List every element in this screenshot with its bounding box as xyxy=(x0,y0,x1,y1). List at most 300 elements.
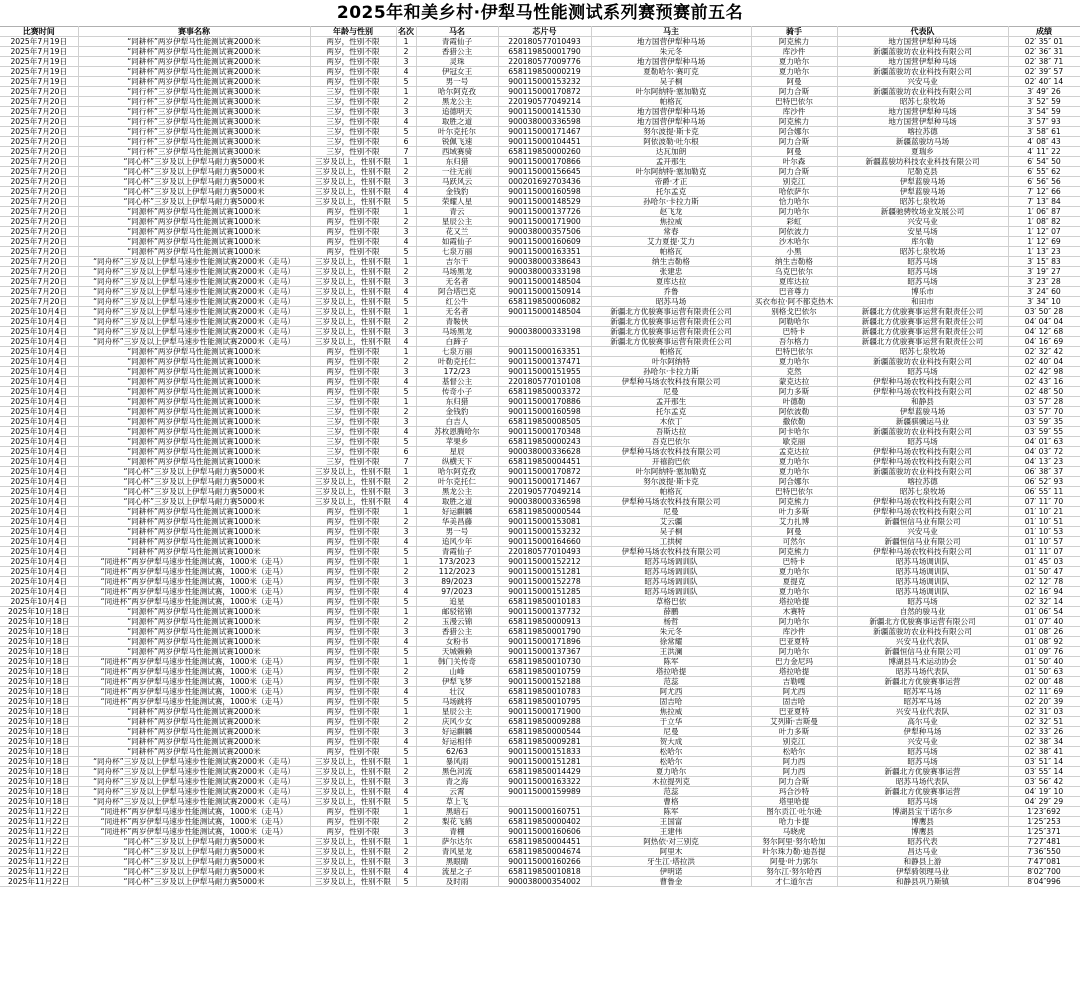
result-cell[interactable]: 1′ 12″ 69 xyxy=(1008,237,1080,247)
event-cell[interactable]: “同源杯”两岁伊犁马性能测试赛1000米 xyxy=(78,207,310,217)
chip-cell[interactable]: 900115000148504 xyxy=(498,277,591,287)
event-cell[interactable]: “同行杯”三岁伊犁马性能测试赛3000米 xyxy=(78,147,310,157)
team-cell[interactable]: 高尔马业 xyxy=(837,717,1008,727)
owner-cell[interactable]: 木拉提列克 xyxy=(591,777,751,787)
rider-cell[interactable]: 玛合沙特 xyxy=(751,787,837,797)
rider-cell[interactable]: 努尔江·努尔哈西 xyxy=(751,867,837,877)
rider-cell[interactable]: 沙木哈尔 xyxy=(751,237,837,247)
rider-cell[interactable]: 阿曼·叶力郭尔 xyxy=(751,857,837,867)
event-cell[interactable]: “同进杯”两岁伊犁马速步性能测试赛，1000米（走马） xyxy=(78,807,310,817)
rider-cell[interactable]: 巴特卡 xyxy=(751,327,837,337)
event-cell[interactable]: “同耕杯”两岁伊犁马性能测试赛1000米 xyxy=(78,547,310,557)
age-gender-cell[interactable]: 两岁，性别不限 xyxy=(310,617,396,627)
rank-cell[interactable]: 3 xyxy=(396,277,416,287)
owner-cell[interactable]: 纳生吉勒格 xyxy=(591,257,751,267)
horse-name-cell[interactable]: 好运麒麟 xyxy=(416,507,498,517)
rider-cell[interactable]: 阿合娜尔 xyxy=(751,127,837,137)
rider-cell[interactable]: 歇克丽 xyxy=(751,437,837,447)
rank-cell[interactable]: 4 xyxy=(396,67,416,77)
chip-cell[interactable] xyxy=(498,797,591,807)
result-cell[interactable]: 04′ 19″ 10 xyxy=(1008,787,1080,797)
date-cell[interactable]: 2025年10月18日 xyxy=(0,727,78,737)
result-cell[interactable]: 06′ 38″ 37 xyxy=(1008,467,1080,477)
event-cell[interactable]: “同源杯”两岁伊犁马性能测试赛1000米 xyxy=(78,237,310,247)
rider-cell[interactable]: 阿勒哈尔 xyxy=(751,317,837,327)
result-cell[interactable]: 06′ 55″ 11 xyxy=(1008,487,1080,497)
event-cell[interactable]: “同行杯”三岁伊犁马性能测试赛3000米 xyxy=(78,97,310,107)
rank-cell[interactable]: 4 xyxy=(396,737,416,747)
horse-name-cell[interactable]: 青霞仙子 xyxy=(416,37,498,47)
event-cell[interactable]: “同心杯”三岁及以上伊犁马耐力赛5000米 xyxy=(78,487,310,497)
horse-name-cell[interactable]: 马场黑龙 xyxy=(416,267,498,277)
chip-cell[interactable]: 220180577010108 xyxy=(498,377,591,387)
horse-name-cell[interactable]: 山峰 xyxy=(416,667,498,677)
date-cell[interactable]: 2025年10月18日 xyxy=(0,707,78,717)
date-cell[interactable]: 2025年10月18日 xyxy=(0,657,78,667)
owner-cell[interactable]: 松哈尔 xyxy=(591,747,751,757)
result-cell[interactable]: 04′ 16″ 69 xyxy=(1008,337,1080,347)
owner-cell[interactable]: 地方国营伊犁种马场 xyxy=(591,117,751,127)
owner-cell[interactable]: 叶尔阿纳特 xyxy=(591,357,751,367)
rider-cell[interactable]: 叶尔珠力勒·迪吾提 xyxy=(751,847,837,857)
team-cell[interactable]: 伊犁种马场农牧科技有限公司 xyxy=(837,387,1008,397)
team-cell[interactable]: 新疆骐骥运马业 xyxy=(837,417,1008,427)
age-gender-cell[interactable]: 两岁，性别不限 xyxy=(310,677,396,687)
age-gender-cell[interactable]: 两岁，性别不限 xyxy=(310,227,396,237)
rider-cell[interactable]: 巴特巴依尔 xyxy=(751,97,837,107)
horse-name-cell[interactable]: 马跃风云 xyxy=(416,177,498,187)
team-cell[interactable]: 新疆北方优骏赛事运营有限责任公司 xyxy=(837,307,1008,317)
date-cell[interactable]: 2025年7月20日 xyxy=(0,297,78,307)
rider-cell[interactable]: 乌克巴依尔 xyxy=(751,267,837,277)
owner-cell[interactable]: 托尔孟克 xyxy=(591,187,751,197)
date-cell[interactable]: 2025年11月22日 xyxy=(0,837,78,847)
event-cell[interactable]: “同进杯”两岁伊犁马速步性能测试赛，1000米（走马） xyxy=(78,577,310,587)
date-cell[interactable]: 2025年11月22日 xyxy=(0,807,78,817)
owner-cell[interactable]: 努尔波提·斯卡克 xyxy=(591,477,751,487)
owner-cell[interactable]: 地方国营伊犁种马场 xyxy=(591,37,751,47)
event-cell[interactable]: “同舟杯”三岁及以上伊犁马速步性能测试赛2000米（走马） xyxy=(78,757,310,767)
event-cell[interactable]: “同耕杯”两岁伊犁马性能测试赛2000米 xyxy=(78,707,310,717)
owner-cell[interactable]: 昭苏马场调训队 xyxy=(591,587,751,597)
horse-name-cell[interactable]: 萨尔达尔 xyxy=(416,837,498,847)
horse-name-cell[interactable]: 东归猎 xyxy=(416,397,498,407)
team-cell[interactable]: 地方国营伊犁种马场 xyxy=(837,107,1008,117)
rider-cell[interactable]: 阿力合斯 xyxy=(751,87,837,97)
team-cell[interactable]: 新疆北方优骏赛事运营有限责任公司 xyxy=(837,327,1008,337)
result-cell[interactable]: 02′ 38″ 41 xyxy=(1008,747,1080,757)
chip-cell[interactable]: 900115000160609 xyxy=(498,237,591,247)
rank-cell[interactable]: 4 xyxy=(396,187,416,197)
age-gender-cell[interactable]: 两岁，性别不限 xyxy=(310,717,396,727)
rider-cell[interactable]: 阿力合斯 xyxy=(751,167,837,177)
team-cell[interactable]: 博湖县马术运动协会 xyxy=(837,657,1008,667)
age-gender-cell[interactable]: 两岁，性别不限 xyxy=(310,707,396,717)
chip-cell[interactable]: 900115000148504 xyxy=(498,307,591,317)
chip-cell[interactable]: 900115000171896 xyxy=(498,637,591,647)
horse-name-cell[interactable]: 壮汉 xyxy=(416,687,498,697)
result-cell[interactable]: 1′23″692 xyxy=(1008,807,1080,817)
horse-name-cell[interactable]: 花又兰 xyxy=(416,227,498,237)
horse-name-cell[interactable]: 62/63 xyxy=(416,747,498,757)
team-cell[interactable]: 新疆北方优骏赛事运营有限责任公司 xyxy=(837,337,1008,347)
chip-cell[interactable]: 658119850004674 xyxy=(498,847,591,857)
team-cell[interactable]: 伊犁种马场农牧科技有限公司 xyxy=(837,377,1008,387)
horse-name-cell[interactable]: 好运麒麟 xyxy=(416,727,498,737)
rider-cell[interactable]: 蒙克达拉 xyxy=(751,377,837,387)
rider-cell[interactable]: 夏力哈尔 xyxy=(751,467,837,477)
team-cell[interactable]: 昭苏马场 xyxy=(837,367,1008,377)
date-cell[interactable]: 2025年10月4日 xyxy=(0,347,78,357)
horse-name-cell[interactable]: 男一号 xyxy=(416,527,498,537)
age-gender-cell[interactable]: 两岁，性别不限 xyxy=(310,207,396,217)
horse-name-cell[interactable]: 金钱豹 xyxy=(416,407,498,417)
horse-name-cell[interactable]: 97/2023 xyxy=(416,587,498,597)
event-cell[interactable]: “同进杯”两岁伊犁马速步性能测试赛，1000米（走马） xyxy=(78,687,310,697)
date-cell[interactable]: 2025年10月4日 xyxy=(0,517,78,527)
rank-cell[interactable]: 6 xyxy=(396,447,416,457)
event-cell[interactable]: “同舟杯”三岁及以上伊犁马速步性能测试赛2000米（走马） xyxy=(78,327,310,337)
rider-cell[interactable]: 图尔贡江·吐尔逊 xyxy=(751,807,837,817)
team-cell[interactable]: 和静县巩乃斯镇 xyxy=(837,877,1008,887)
rider-cell[interactable]: 努尔阿里·努尔哈加 xyxy=(751,837,837,847)
owner-cell[interactable]: 艾云疆 xyxy=(591,517,751,527)
chip-cell[interactable]: 900038000336598 xyxy=(498,497,591,507)
rider-cell[interactable]: 松哈尔 xyxy=(751,747,837,757)
owner-cell[interactable]: 尼曼 xyxy=(591,507,751,517)
result-cell[interactable]: 8′04″996 xyxy=(1008,877,1080,887)
owner-cell[interactable]: 地方国营伊犁种马场 xyxy=(591,57,751,67)
result-cell[interactable]: 02′ 32″ 42 xyxy=(1008,347,1080,357)
rank-cell[interactable]: 1 xyxy=(396,307,416,317)
rank-cell[interactable]: 4 xyxy=(396,377,416,387)
owner-cell[interactable]: 新疆北方优骏赛事运营有限责任公司 xyxy=(591,337,751,347)
date-cell[interactable]: 2025年10月4日 xyxy=(0,397,78,407)
event-cell[interactable]: “同行杯”三岁伊犁马性能测试赛3000米 xyxy=(78,127,310,137)
rider-cell[interactable]: 库沙件 xyxy=(751,107,837,117)
horse-name-cell[interactable]: 好运相伴 xyxy=(416,737,498,747)
result-cell[interactable]: 03′ 55″ 14 xyxy=(1008,767,1080,777)
result-cell[interactable]: 02′ 38″ 34 xyxy=(1008,737,1080,747)
team-cell[interactable]: 兴安马业 xyxy=(837,77,1008,87)
rank-cell[interactable]: 3 xyxy=(396,827,416,837)
horse-name-cell[interactable]: 草上飞 xyxy=(416,797,498,807)
result-cell[interactable]: 02′ 36″ 31 xyxy=(1008,47,1080,57)
date-cell[interactable]: 2025年10月4日 xyxy=(0,317,78,327)
chip-cell[interactable]: 658119850000219 xyxy=(498,67,591,77)
result-cell[interactable]: 04′ 13″ 23 xyxy=(1008,457,1080,467)
rank-cell[interactable]: 3 xyxy=(396,527,416,537)
date-cell[interactable]: 2025年7月20日 xyxy=(0,107,78,117)
age-gender-cell[interactable]: 两岁，性别不限 xyxy=(310,597,396,607)
chip-cell[interactable]: 658119850000402 xyxy=(498,817,591,827)
team-cell[interactable]: 夏瑞乡 xyxy=(837,147,1008,157)
rank-cell[interactable]: 1 xyxy=(396,757,416,767)
team-cell[interactable]: 博湖县宝干诺尔乡 xyxy=(837,807,1008,817)
rider-cell[interactable]: 夏力哈尔 xyxy=(751,457,837,467)
date-cell[interactable]: 2025年10月4日 xyxy=(0,337,78,347)
rank-cell[interactable]: 2 xyxy=(396,767,416,777)
chip-cell[interactable]: 658119850000544 xyxy=(498,507,591,517)
date-cell[interactable]: 2025年7月19日 xyxy=(0,77,78,87)
rider-cell[interactable]: 巴特巴依尔 xyxy=(751,487,837,497)
event-cell[interactable]: “同行杯”三岁伊犁马性能测试赛3000米 xyxy=(78,87,310,97)
owner-cell[interactable]: 托尔孟克 xyxy=(591,407,751,417)
horse-name-cell[interactable]: 灵珠 xyxy=(416,57,498,67)
event-cell[interactable]: “同进杯”两岁伊犁马速步性能测试赛，1000米（走马） xyxy=(78,567,310,577)
team-cell[interactable]: 兴安马业 xyxy=(837,527,1008,537)
age-gender-cell[interactable]: 三岁及以上，性别不限 xyxy=(310,297,396,307)
rider-cell[interactable]: 别克江 xyxy=(751,177,837,187)
event-cell[interactable]: “同源杯”两岁伊犁马性能测试赛1000米 xyxy=(78,407,310,417)
result-cell[interactable]: 01′ 50″ 40 xyxy=(1008,657,1080,667)
date-cell[interactable]: 2025年10月4日 xyxy=(0,497,78,507)
rider-cell[interactable]: 艾力扎博 xyxy=(751,517,837,527)
event-cell[interactable]: “同耕杯”两岁伊犁马性能测试赛2000米 xyxy=(78,747,310,757)
event-cell[interactable]: “同舟杯”三岁及以上伊犁马速步性能测试赛2000米（走马） xyxy=(78,267,310,277)
owner-cell[interactable]: 夏勒哈尔·赛叮克 xyxy=(591,67,751,77)
result-cell[interactable]: 02′ 20″ 39 xyxy=(1008,697,1080,707)
event-cell[interactable]: “同行杯”三岁伊犁马性能测试赛3000米 xyxy=(78,117,310,127)
event-cell[interactable]: “同源杯”两岁伊犁马性能测试赛1000米 xyxy=(78,227,310,237)
owner-cell[interactable]: 伊明诺 xyxy=(591,867,751,877)
event-cell[interactable]: “同心杯”三岁及以上伊犁马耐力赛5000米 xyxy=(78,837,310,847)
rider-cell[interactable]: 买衣布拉·阿不都克热木 xyxy=(751,297,837,307)
owner-cell[interactable]: 陈军 xyxy=(591,807,751,817)
date-cell[interactable]: 2025年10月4日 xyxy=(0,307,78,317)
horse-name-cell[interactable]: 取胜之道 xyxy=(416,117,498,127)
date-cell[interactable]: 2025年7月20日 xyxy=(0,147,78,157)
rank-cell[interactable]: 6 xyxy=(396,137,416,147)
chip-cell[interactable] xyxy=(498,337,591,347)
event-cell[interactable]: “同耕杯”两岁伊犁马性能测试赛2000米 xyxy=(78,67,310,77)
date-cell[interactable]: 2025年10月4日 xyxy=(0,537,78,547)
result-cell[interactable]: 01′ 06″ 54 xyxy=(1008,607,1080,617)
date-cell[interactable]: 2025年10月4日 xyxy=(0,327,78,337)
rider-cell[interactable]: 哈力卡提 xyxy=(751,817,837,827)
rider-cell[interactable]: 塔里哈提 xyxy=(751,797,837,807)
result-cell[interactable]: 4′ 08″ 43 xyxy=(1008,137,1080,147)
rank-cell[interactable]: 2 xyxy=(396,477,416,487)
result-cell[interactable]: 02′ 40″ 14 xyxy=(1008,77,1080,87)
age-gender-cell[interactable]: 三岁及以上，性别不限 xyxy=(310,797,396,807)
rider-cell[interactable]: 阿力西 xyxy=(751,767,837,777)
event-cell[interactable]: “同耕杯”两岁伊犁马性能测试赛2000米 xyxy=(78,77,310,87)
rank-cell[interactable]: 2 xyxy=(396,47,416,57)
result-cell[interactable]: 3′ 24″ 60 xyxy=(1008,287,1080,297)
rank-cell[interactable]: 4 xyxy=(396,337,416,347)
chip-cell[interactable]: 658119850014429 xyxy=(498,767,591,777)
horse-name-cell[interactable]: 黑龙公主 xyxy=(416,97,498,107)
result-cell[interactable]: 02′ 32″ 51 xyxy=(1008,717,1080,727)
horse-name-cell[interactable]: 叶尔克托仁 xyxy=(416,477,498,487)
team-cell[interactable]: 兴安马业 xyxy=(837,737,1008,747)
date-cell[interactable]: 2025年10月4日 xyxy=(0,437,78,447)
horse-name-cell[interactable]: 传奇小子 xyxy=(416,387,498,397)
team-cell[interactable]: 地方国营伊犁种马场 xyxy=(837,57,1008,67)
chip-cell[interactable]: 658119850000544 xyxy=(498,727,591,737)
age-gender-cell[interactable]: 两岁，性别不限 xyxy=(310,567,396,577)
rider-cell[interactable]: 阿力哈尔 xyxy=(751,207,837,217)
rank-cell[interactable]: 3 xyxy=(396,677,416,687)
result-cell[interactable]: 7′47″081 xyxy=(1008,857,1080,867)
rank-cell[interactable]: 1 xyxy=(396,467,416,477)
age-gender-cell[interactable]: 两岁，性别不限 xyxy=(310,727,396,737)
chip-cell[interactable]: 658119850000260 xyxy=(498,147,591,157)
horse-name-cell[interactable]: 追风少年 xyxy=(416,537,498,547)
owner-cell[interactable]: 吴子桐 xyxy=(591,527,751,537)
age-gender-cell[interactable]: 三岁，性别不限 xyxy=(310,437,396,447)
team-cell[interactable]: 昭苏代表 xyxy=(837,837,1008,847)
team-cell[interactable]: 库尔勒 xyxy=(837,237,1008,247)
age-gender-cell[interactable]: 三岁及以上，性别不限 xyxy=(310,777,396,787)
team-cell[interactable]: 昭苏马场 xyxy=(837,747,1008,757)
chip-cell[interactable]: 658119850008505 xyxy=(498,417,591,427)
rank-cell[interactable]: 4 xyxy=(396,687,416,697)
date-cell[interactable]: 2025年7月20日 xyxy=(0,87,78,97)
rider-cell[interactable]: 克然 xyxy=(751,367,837,377)
chip-cell[interactable]: 658119850006082 xyxy=(498,297,591,307)
result-cell[interactable]: 4′ 11″ 22 xyxy=(1008,147,1080,157)
chip-cell[interactable]: 900038000338643 xyxy=(498,257,591,267)
owner-cell[interactable]: 伊犁种马场农牧科技有限公司 xyxy=(591,447,751,457)
result-cell[interactable]: 03′ 51″ 14 xyxy=(1008,757,1080,767)
horse-name-cell[interactable]: 取胜之道 xyxy=(416,497,498,507)
owner-cell[interactable]: 吾克巴依尔 xyxy=(591,437,751,447)
rider-cell[interactable]: 木赛特 xyxy=(751,607,837,617)
date-cell[interactable]: 2025年7月20日 xyxy=(0,167,78,177)
team-cell[interactable]: 昭苏马场调训队 xyxy=(837,577,1008,587)
date-cell[interactable]: 2025年11月22日 xyxy=(0,827,78,837)
rank-cell[interactable]: 3 xyxy=(396,177,416,187)
rider-cell[interactable]: 艾列斯·吉斯曼 xyxy=(751,717,837,727)
result-cell[interactable]: 02′ 39″ 57 xyxy=(1008,67,1080,77)
date-cell[interactable]: 2025年10月4日 xyxy=(0,587,78,597)
chip-cell[interactable]: 658119850010183 xyxy=(498,597,591,607)
age-gender-cell[interactable]: 三岁及以上，性别不限 xyxy=(310,337,396,347)
event-cell[interactable]: “同心杯”三岁及以上伊犁马耐力赛5000米 xyxy=(78,877,310,887)
horse-name-cell[interactable]: 苹果乡 xyxy=(416,437,498,447)
age-gender-cell[interactable]: 三岁及以上，性别不限 xyxy=(310,197,396,207)
team-cell[interactable]: 伊犁骑领理马业 xyxy=(837,867,1008,877)
rank-cell[interactable]: 5 xyxy=(396,77,416,87)
event-cell[interactable]: “同进杯”两岁伊犁马速步性能测试赛，1000米（走马） xyxy=(78,557,310,567)
chip-cell[interactable]: 900115000160598 xyxy=(498,187,591,197)
date-cell[interactable]: 2025年7月20日 xyxy=(0,277,78,287)
date-cell[interactable]: 2025年10月4日 xyxy=(0,357,78,367)
rider-cell[interactable]: 夏提克 xyxy=(751,577,837,587)
team-cell[interactable]: 新疆蓝骏坊农业科技有限公司 xyxy=(837,627,1008,637)
owner-cell[interactable]: 地方国营伊犁种马场 xyxy=(591,107,751,117)
team-cell[interactable]: 和静县上游 xyxy=(837,857,1008,867)
owner-cell[interactable]: 尼曼 xyxy=(591,387,751,397)
event-cell[interactable]: “同舟杯”三岁及以上伊犁马速步性能测试赛2000米（走马） xyxy=(78,307,310,317)
chip-cell[interactable]: 900115000160606 xyxy=(498,827,591,837)
result-cell[interactable]: 01′ 08″ 92 xyxy=(1008,637,1080,647)
event-cell[interactable]: “同源杯”两岁伊犁马性能测试赛1000米 xyxy=(78,397,310,407)
date-cell[interactable]: 2025年10月4日 xyxy=(0,477,78,487)
rank-cell[interactable]: 4 xyxy=(396,587,416,597)
event-cell[interactable]: “同进杯”两岁伊犁马速步性能测试赛，1000米（走马） xyxy=(78,677,310,687)
team-cell[interactable]: 安星马场 xyxy=(837,227,1008,237)
owner-cell[interactable]: 阿里木 xyxy=(591,847,751,857)
date-cell[interactable]: 2025年10月18日 xyxy=(0,717,78,727)
owner-cell[interactable]: 帕格瓦 xyxy=(591,347,751,357)
chip-cell[interactable]: 900115000153232 xyxy=(498,527,591,537)
result-cell[interactable]: 1′ 12″ 07 xyxy=(1008,227,1080,237)
rider-cell[interactable]: 夏力哈尔 xyxy=(751,357,837,367)
age-gender-cell[interactable]: 三岁，性别不限 xyxy=(310,137,396,147)
team-cell[interactable]: 伊犁蓝骏马场 xyxy=(837,177,1008,187)
team-cell[interactable]: 伊犁种马场农牧科技有限公司 xyxy=(837,457,1008,467)
rank-cell[interactable]: 1 xyxy=(396,707,416,717)
rider-cell[interactable]: 才仁道尔吉 xyxy=(751,877,837,887)
age-gender-cell[interactable]: 三岁，性别不限 xyxy=(310,127,396,137)
result-cell[interactable]: 1′ 13″ 23 xyxy=(1008,247,1080,257)
rank-cell[interactable]: 3 xyxy=(396,227,416,237)
owner-cell[interactable]: 徐常耀 xyxy=(591,637,751,647)
date-cell[interactable]: 2025年7月20日 xyxy=(0,197,78,207)
date-cell[interactable]: 2025年7月20日 xyxy=(0,177,78,187)
owner-cell[interactable]: 乔鲁 xyxy=(591,287,751,297)
age-gender-cell[interactable]: 两岁，性别不限 xyxy=(310,667,396,677)
rank-cell[interactable]: 5 xyxy=(396,747,416,757)
event-cell[interactable]: “同进杯”两岁伊犁马速步性能测试赛，1000米（走马） xyxy=(78,587,310,597)
owner-cell[interactable]: 王建伟 xyxy=(591,827,751,837)
horse-name-cell[interactable]: 天城赖赖 xyxy=(416,647,498,657)
result-cell[interactable]: 02′ 43″ 16 xyxy=(1008,377,1080,387)
rank-cell[interactable]: 5 xyxy=(396,597,416,607)
rank-cell[interactable]: 4 xyxy=(396,427,416,437)
chip-cell[interactable]: 000201692703436 xyxy=(498,177,591,187)
rider-cell[interactable]: 叶力多斯 xyxy=(751,507,837,517)
date-cell[interactable]: 2025年10月4日 xyxy=(0,367,78,377)
owner-cell[interactable]: 叶尔阿纳特·塞加勒克 xyxy=(591,167,751,177)
chip-cell[interactable]: 900115000153081 xyxy=(498,517,591,527)
date-cell[interactable]: 2025年10月18日 xyxy=(0,777,78,787)
horse-name-cell[interactable]: 锐佩飞速 xyxy=(416,137,498,147)
age-gender-cell[interactable]: 三岁，性别不限 xyxy=(310,107,396,117)
result-cell[interactable]: 03′ 56″ 42 xyxy=(1008,777,1080,787)
date-cell[interactable]: 2025年11月22日 xyxy=(0,867,78,877)
event-cell[interactable]: “同源杯”两岁伊犁马性能测试赛1000米 xyxy=(78,627,310,637)
chip-cell[interactable]: 900115000163351 xyxy=(498,347,591,357)
team-cell[interactable]: 博鹰县 xyxy=(837,827,1008,837)
rank-cell[interactable]: 3 xyxy=(396,367,416,377)
horse-name-cell[interactable]: 黑暗石 xyxy=(416,807,498,817)
team-cell[interactable]: 新疆蓝骏坊农业科技有限公司 xyxy=(837,357,1008,367)
result-cell[interactable]: 6′ 55″ 62 xyxy=(1008,167,1080,177)
rider-cell[interactable]: 夏力哈尔 xyxy=(751,57,837,67)
event-cell[interactable]: “同耕杯”两岁伊犁马性能测试赛2000米 xyxy=(78,717,310,727)
rider-cell[interactable]: 纳生吉勒格 xyxy=(751,257,837,267)
result-cell[interactable]: 04′ 29″ 29 xyxy=(1008,797,1080,807)
date-cell[interactable]: 2025年7月20日 xyxy=(0,97,78,107)
result-cell[interactable]: 7′ 13″ 84 xyxy=(1008,197,1080,207)
rank-cell[interactable]: 1 xyxy=(396,157,416,167)
owner-cell[interactable]: 阿依波勒·吐尔根 xyxy=(591,137,751,147)
owner-cell[interactable]: 吾斯达拉 xyxy=(591,427,751,437)
rider-cell[interactable]: 阿尤西 xyxy=(751,687,837,697)
event-cell[interactable]: “同心杯”三岁及以上伊犁马耐力赛5000米 xyxy=(78,197,310,207)
horse-name-cell[interactable]: 青霞仙子 xyxy=(416,547,498,557)
result-cell[interactable]: 7′ 12″ 66 xyxy=(1008,187,1080,197)
team-cell[interactable]: 昭苏马场代表队 xyxy=(837,777,1008,787)
event-cell[interactable]: “同进杯”两岁伊犁马速步性能测试赛，1000米（走马） xyxy=(78,657,310,667)
team-cell[interactable]: 新疆北方优骏赛事运营 xyxy=(837,767,1008,777)
age-gender-cell[interactable]: 两岁，性别不限 xyxy=(310,557,396,567)
rider-cell[interactable]: 吉勒嘎 xyxy=(751,677,837,687)
